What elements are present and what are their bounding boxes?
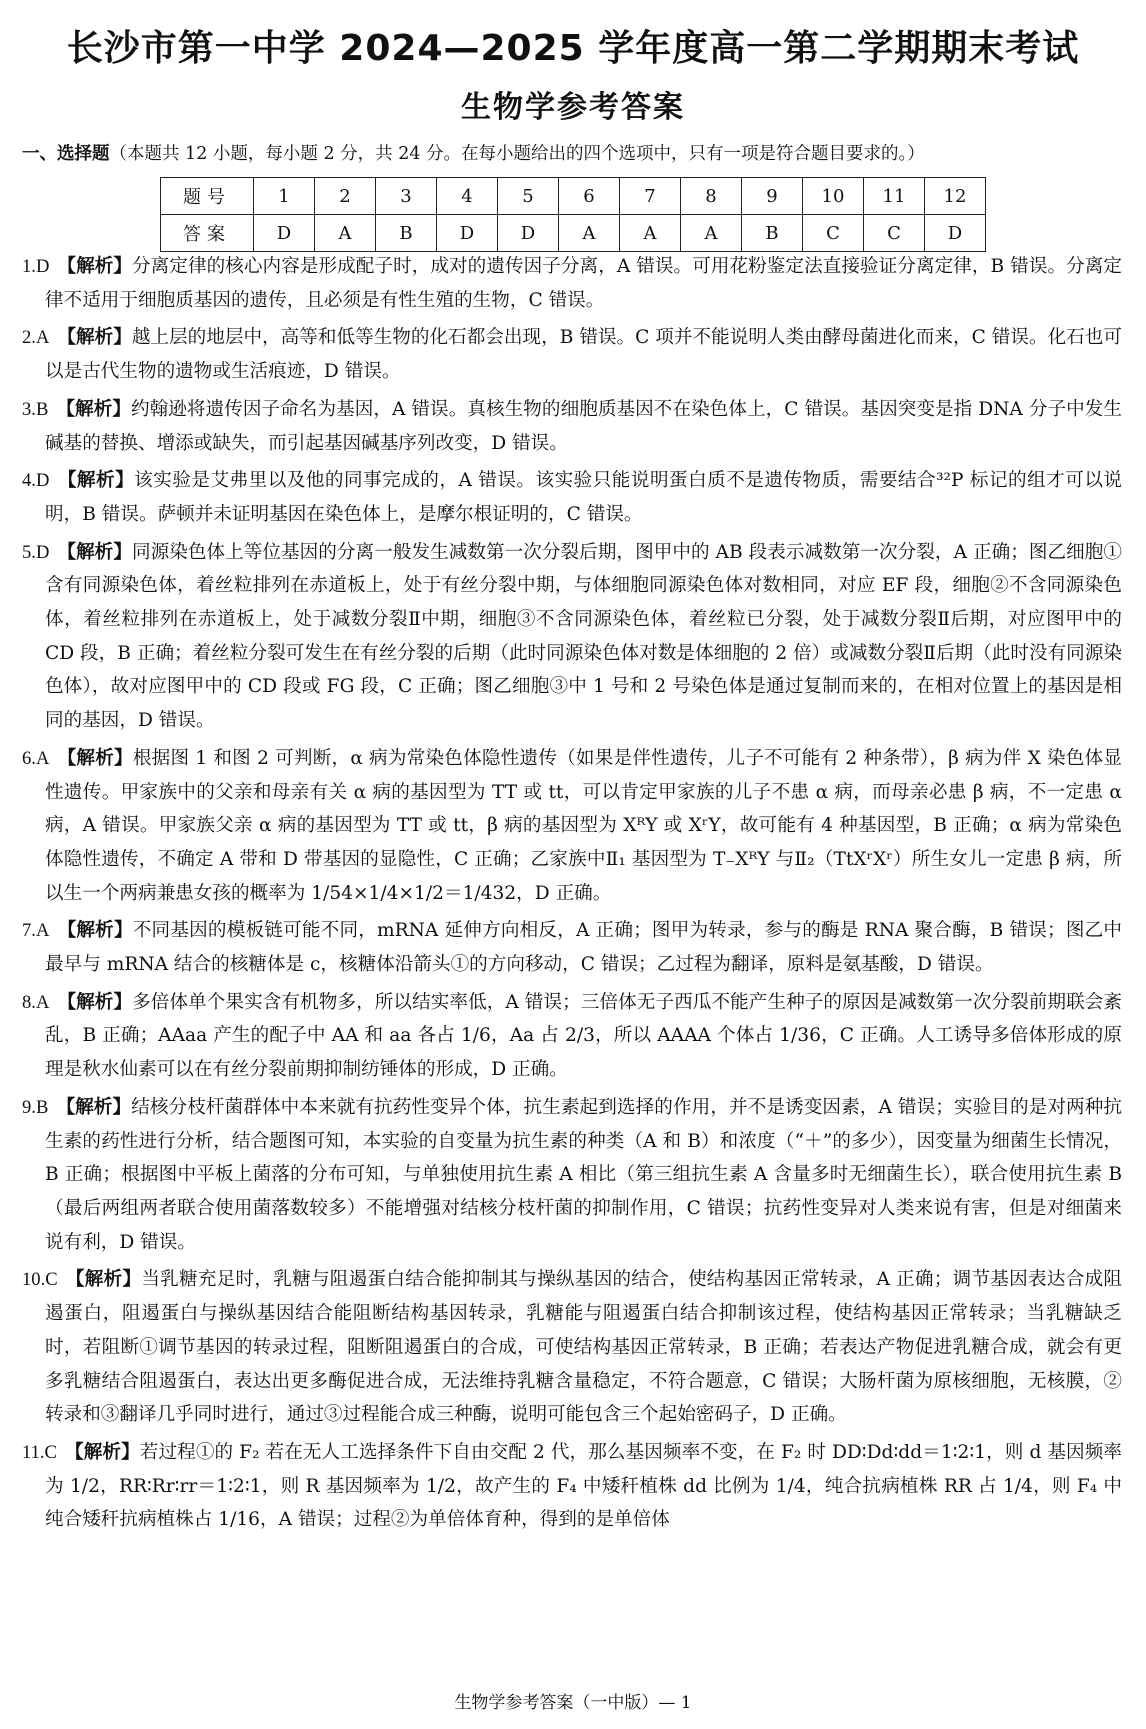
page-footer: 生物学参考答案（一中版）— 1 [454,1693,692,1713]
explanation-text: 当乳糖充足时，乳糖与阻遏蛋白结合能抑制其与操纵基因的结合，使结构基因正常转录，A 正确；调节基因表达合成阻遏蛋白，阻遏蛋白与操纵基因结合能阻断结构基因转录，乳糖能与阻遏蛋白结合抑制该过程，使结构基因正常转录；当乳糖缺乏时，若阻断①调节基因的转录过程，阻断阻遏蛋白的合成，可使结构基因正常转录，B 正确；若表达产物促进乳糖合成，就会有更多乳糖结合阻遏蛋白，表达出更多酶促进合成，无法维持乳糖含量稳定，不符合题意，C 错误；大肠杆菌为原核细胞，无核膜，②转录和③翻译几乎同时进行，通过③过程能合成三种酶，说明可能包含三个起始密码子，D 正确。 [45,1269,1122,1426]
explanation-text: 多倍体单个果实含有机物多，所以结实率低，A 错误；三倍体无子西瓜不能产生种子的原因是减数第一次分裂前期联会紊乱，B 正确；AAaa 产生的配子中 AA 和 aa 各占 1/6，Aa 占 2/3，所以 AAAA 个体占 1/36，C 正确。人工诱导多倍体形成的原理是秋水仙素可以在有丝分裂前期抑制纺锤体的形成，D 正确。 [45,991,1122,1081]
explanation-item [22,1091,1122,1260]
section-note: （本题共 12 小题，每小题 2 分，共 24 分。在每小题给出的四个选项中，只有一项是符合题目要求的。） [109,144,925,164]
explanation-item [22,393,1122,460]
explanation-tag: 【解析】 [64,1441,140,1463]
question-number-cell: 12 [925,178,986,215]
answer-cell: C [864,215,925,252]
explanation-text: 约翰逊将遗传因子命名为基因，A 错误。真核生物的细胞质基因不在染色体上，C 错误。基因突变是指 DNA 分子中发生碱基的替换、增添或缺失，而引起基因碱基序列改变，D 错误。 [45,398,1122,454]
explanation-item [22,1263,1122,1432]
section-heading [22,140,1132,165]
explanation-tag: 【解析】 [57,991,133,1013]
explanation-text: 根据图 1 和图 2 可判断，α 病为常染色体隐性遗传（如果是伴性遗传，儿子不可能有 2 种条带），β 病为伴 X 染色体显性遗传。甲家族中的父亲和母亲有关 α 病的基因型为 TT 或 tt，可以肯定甲家族的儿子不患 α 病，而母亲必患 β 病，不一定患 α 病，A 错误。甲家族父亲 α 病的基因型为 TT 或 tt，β 病的基因型为 XᴿY 或 XʳY，故可能有 4 种基因型，B 正确；α 病为常染色体隐性遗传，不确定 A 带和 D 带基因的显隐性，C 正确；乙家族中Ⅱ₁ 基因型为 T₋XᴿY 与Ⅱ₂（TtXʳXʳ）所生女儿一定患 β 病，所以生一个两病兼患女孩的概率为 1/54×1/4×1/2＝1/432，D 正确。 [45,747,1122,904]
explanation-text: 该实验是艾弗里以及他的同事完成的，A 错误。该实验只能说明蛋白质不是遗传物质，需要结合³²P 标记的组才可以说明，B 错误。萨顿并未证明基因在染色体上，是摩尔根证明的，C 错误。 [45,470,1122,525]
explanation-tag: 【解析】 [56,398,131,420]
explanation-text: 结核分枝杆菌群体中本来就有抗药性变异个体，抗生素起到选择的作用，并不是诱变因素，A 错误；实验目的是对两种抗生素的药性进行分析，结合题图可知，本实验的自变量为抗生素的种类（A 和 B）和浓度（“＋”的多少），因变量为细菌生长情况，B 正确；根据图中平板上菌落的分布可知，与单独使用抗生素 A 相比（第三组抗生素 A 含量多时无细菌生长），联合使用抗生素 B（最后两组两者联合使用菌落数较多）不能增强对结核分枝杆菌的抑制作用，C 错误；抗药性变异对人类来说有害，但是对细菌来说有利，D 错误。 [45,1096,1122,1253]
explanation-tag: 【解析】 [65,1269,142,1291]
answer-cell: D [437,215,498,252]
page-subtitle: 生物学参考答案 [461,90,685,125]
answer-cell: D [254,215,315,252]
explanation-tag: 【解析】 [57,256,133,277]
explanation-item [22,536,1122,738]
answer-table-number-row [161,178,986,215]
question-number-cell: 9 [742,178,803,215]
explanation-number: 7.A [22,920,50,942]
answer-cell: A [681,215,742,252]
answer-table-answer-row [161,215,986,252]
answer-cell: A [620,215,681,252]
explanation-item [22,742,1122,911]
explanation-number: 4.D [22,470,50,492]
explanation-item [22,986,1122,1087]
explanation-item [22,1436,1122,1537]
explanation-tag: 【解析】 [57,327,132,349]
explanation-number: 3.B [22,398,49,420]
explanation-text: 若过程①的 F₂ 若在无人工选择条件下自由交配 2 代，那么基因频率不变，在 F₂ 时 DD∶Dd∶dd＝1∶2∶1，则 d 基因频率为 1/2，RR∶Rr∶rr＝1∶2∶1，则 R 基因频率为 1/2，故产生的 F₄ 中矮秆植株 dd 比例为 1/4，纯合抗病植株 RR 占 1/4，则 F₄ 中纯合矮秆抗病植株占 1/16，A 错误；过程②为单倍体育种，得到的是单倍体 [45,1441,1122,1531]
explanation-number: 10.C [22,1269,58,1291]
explanation-text: 同源染色体上等位基因的分离一般发生减数第一次分裂后期，图甲中的 AB 段表示减数第一次分裂，A 正确；图乙细胞①含有同源染色体，着丝粒排列在赤道板上，处于有丝分裂中期，与体细胞同源染色体对数相同，对应 EF 段，细胞②不含同源染色体，着丝粒排列在赤道板上，处于减数分裂Ⅱ中期，细胞③不含同源染色体，着丝粒已分裂，处于减数分裂Ⅱ后期，对应图甲中的 CD 段，B 正确；着丝粒分裂可发生在有丝分裂的后期（此时同源染色体对数是体细胞的 2 倍）或减数分裂Ⅱ后期（此时没有同源染色体），故对应图甲中的 CD 段或 FG 段，C 正确；图乙细胞③中 1 号和 2 号染色体是通过复制而来的，在相对位置上的基因是相同的基因，D 错误。 [45,541,1122,732]
explanation-tag: 【解析】 [57,470,135,492]
explanation-number: 2.A [22,327,50,349]
explanation-text: 分离定律的核心内容是形成配子时，成对的遗传因子分离，A 错误。可用花粉鉴定法直接验证分离定律，B 错误。分离定律不适用于细胞质基因的遗传，且必须是有性生殖的生物，C 错误。 [45,256,1122,311]
question-number-cell: 11 [864,178,925,215]
answer-cell: A [315,215,376,252]
explanation-number: 5.D [22,541,50,563]
answer-cell: D [498,215,559,252]
answer-cell: C [803,215,864,252]
answer-cell: A [559,215,620,252]
explanation-tag: 【解析】 [57,541,132,563]
answer-cell: B [376,215,437,252]
question-number-cell: 8 [681,178,742,215]
section-label: 一、选择题 [22,144,110,164]
answer-row-label: 答案 [161,215,254,252]
question-number-cell: 1 [254,178,315,215]
question-number-cell: 4 [437,178,498,215]
question-number-cell: 5 [498,178,559,215]
explanation-list [22,250,1122,1541]
explanation-text: 越上层的地层中，高等和低等生物的化石都会出现，B 错误。C 项并不能说明人类由酵母菌进化而来，C 错误。化石也可以是古代生物的遗物或生活痕迹，D 错误。 [45,327,1122,383]
explanation-item [22,321,1122,388]
explanation-number: 6.A [22,747,50,769]
explanation-item [22,914,1122,981]
explanation-number: 8.A [22,991,50,1013]
explanation-tag: 【解析】 [56,1096,132,1118]
question-number-cell: 3 [376,178,437,215]
answer-cell: B [742,215,803,252]
number-row-label: 题号 [161,178,254,215]
page-title: 长沙市第一中学 2024—2025 学年度高一第二学期期末考试 [66,28,1080,69]
question-number-cell: 2 [315,178,376,215]
explanation-text: 不同基因的模板链可能不同，mRNA 延伸方向相反，A 正确；图甲为转录，参与的酶是 RNA 聚合酶，B 错误；图乙中最早与 mRNA 结合的核糖体是 c，核糖体沿箭头①的方向移动，C 错误；乙过程为翻译，原料是氨基酸，D 错误。 [45,920,1122,976]
question-number-cell: 6 [559,178,620,215]
question-number-cell: 10 [803,178,864,215]
explanation-number: 1.D [22,256,50,277]
explanation-number: 9.B [22,1096,49,1118]
explanation-item [22,464,1122,531]
explanation-item [22,250,1122,317]
answer-cell: D [925,215,986,252]
explanation-number: 11.C [22,1441,57,1463]
explanation-tag: 【解析】 [57,920,133,942]
question-number-cell: 7 [620,178,681,215]
explanation-tag: 【解析】 [57,747,133,769]
answer-table [160,177,986,252]
